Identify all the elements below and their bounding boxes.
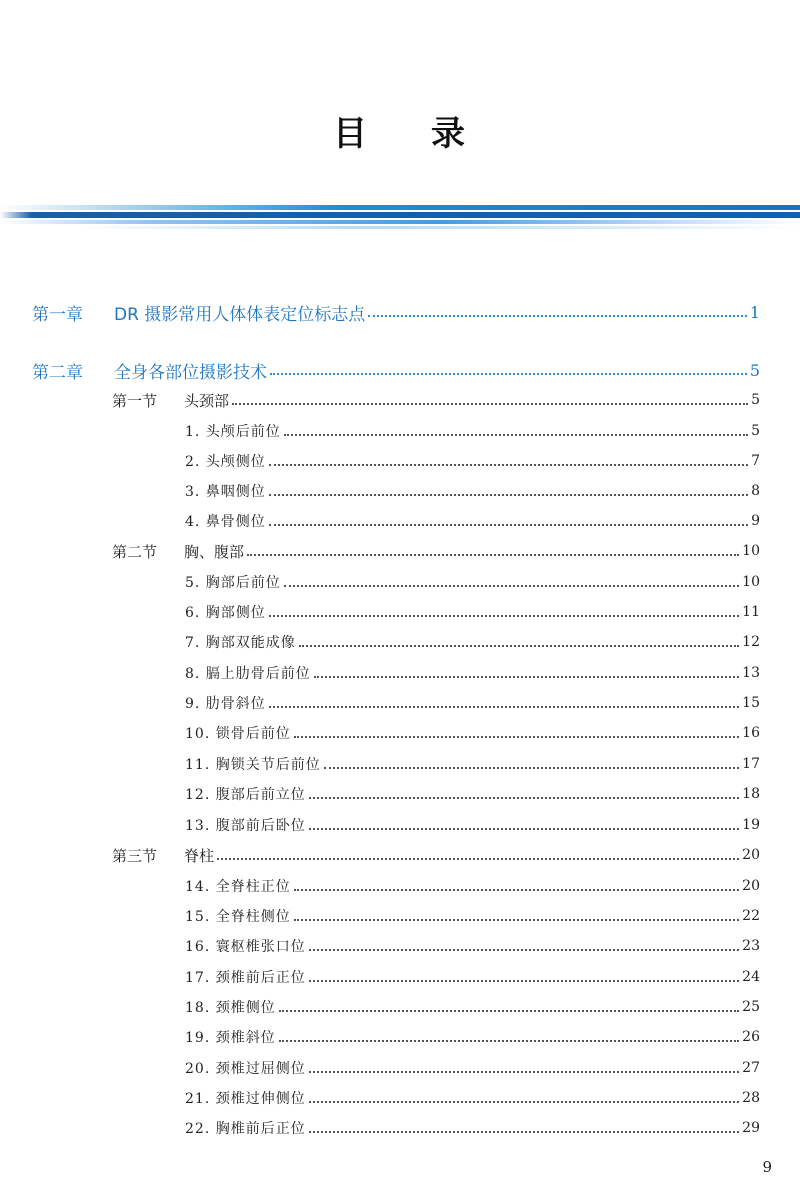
section-number: 第二节 (112, 542, 158, 561)
item-label: 17. 颈椎前后正位 (185, 970, 306, 986)
leader-dots (217, 858, 739, 860)
item-label: 11. 胸锁关节后前位 (185, 757, 321, 773)
leader-dots (247, 554, 739, 556)
toc-item[interactable] (185, 479, 760, 503)
item-label: 9. 肋骨斜位 (185, 696, 266, 712)
item-label: 15. 全脊柱侧位 (185, 909, 291, 925)
item-page: 7 (751, 453, 760, 469)
item-label: 4. 鼻骨侧位 (185, 514, 266, 530)
leader-dots (232, 403, 748, 405)
toc-section-2[interactable] (112, 539, 760, 563)
toc-item[interactable] (185, 1025, 760, 1049)
section-number: 第一节 (112, 391, 158, 410)
chapter-title: 全身各部位摄影技术 (114, 362, 267, 383)
leader-dots (284, 434, 748, 436)
leader-dots (294, 889, 739, 891)
item-label: 2. 头颅侧位 (185, 454, 266, 470)
leader-dots (294, 919, 739, 921)
toc-item[interactable] (185, 721, 760, 745)
leader-dots (309, 980, 739, 982)
item-page: 5 (751, 423, 760, 439)
item-label: 19. 颈椎斜位 (185, 1030, 276, 1046)
item-page: 10 (742, 574, 760, 590)
section-page: 20 (742, 847, 760, 863)
item-label: 18. 颈椎侧位 (185, 1000, 276, 1016)
leader-dots (294, 736, 739, 738)
leader-dots (309, 949, 739, 951)
toc-item[interactable] (185, 1086, 760, 1110)
item-label: 21. 颈椎过伸侧位 (185, 1091, 306, 1107)
item-page: 25 (742, 999, 760, 1015)
chapter-number: 第一章 (32, 304, 83, 325)
section-number: 第三节 (112, 846, 158, 865)
leader-dots (279, 1010, 739, 1012)
item-label: 6. 胸部侧位 (185, 605, 266, 621)
title-char-left: 目 (333, 114, 369, 154)
item-page: 17 (742, 756, 760, 772)
item-page: 24 (742, 969, 760, 985)
item-page: 16 (742, 725, 760, 741)
leader-dots (269, 524, 748, 526)
section-title: 胸、腹部 (184, 542, 245, 561)
toc-item[interactable] (185, 570, 760, 594)
item-page: 9 (751, 513, 760, 529)
toc-item[interactable] (185, 630, 760, 654)
item-page: 18 (742, 786, 760, 802)
toc-item[interactable] (185, 752, 760, 776)
chapter-page: 1 (749, 302, 760, 322)
toc-item[interactable] (185, 1116, 760, 1140)
item-page: 11 (742, 604, 760, 620)
toc-chapter-1[interactable] (32, 300, 760, 324)
item-page: 23 (742, 938, 760, 954)
section-title: 脊柱 (184, 846, 215, 865)
chapter-title: DR 摄影常用人体体表定位标志点 (114, 304, 366, 325)
item-page: 28 (742, 1090, 760, 1106)
section-page: 5 (751, 392, 760, 408)
item-page: 22 (742, 908, 760, 924)
item-label: 5. 胸部后前位 (185, 575, 281, 591)
item-page: 20 (742, 878, 760, 894)
toc-item[interactable] (185, 661, 760, 685)
page-number: 9 (762, 1158, 772, 1176)
leader-dots (269, 706, 739, 708)
toc-item[interactable] (185, 691, 760, 715)
item-label: 10. 锁骨后前位 (185, 726, 291, 742)
toc-item[interactable] (185, 1056, 760, 1080)
leader-dots (309, 1101, 739, 1103)
leader-dots (309, 797, 739, 799)
item-page: 19 (742, 817, 760, 833)
item-label: 22. 胸椎前后正位 (185, 1121, 306, 1137)
toc-item[interactable] (185, 813, 760, 837)
item-page: 13 (742, 665, 760, 681)
toc-item[interactable] (185, 600, 760, 624)
item-label: 16. 寰枢椎张口位 (185, 939, 306, 955)
leader-dots (284, 585, 739, 587)
leader-dots (309, 1131, 739, 1133)
toc-item[interactable] (185, 995, 760, 1019)
toc-item[interactable] (185, 874, 760, 898)
item-label: 20. 颈椎过屈侧位 (185, 1061, 306, 1077)
item-page: 29 (742, 1120, 760, 1136)
leader-dots (309, 1071, 739, 1073)
item-label: 7. 胸部双能成像 (185, 635, 296, 651)
leader-dots (324, 767, 739, 769)
item-page: 12 (742, 634, 760, 650)
toc-section-3[interactable] (112, 843, 760, 867)
title-char-right: 录 (431, 114, 467, 154)
leader-dots (368, 315, 747, 317)
item-page: 26 (742, 1029, 760, 1045)
leader-dots (279, 1040, 739, 1042)
leader-dots (269, 494, 748, 496)
item-label: 8. 膈上肋骨后前位 (185, 666, 311, 682)
item-label: 13. 腹部前后卧位 (185, 818, 306, 834)
leader-dots (314, 676, 739, 678)
toc-section-1[interactable] (112, 388, 760, 412)
leader-dots (269, 464, 748, 466)
toc-item[interactable] (185, 934, 760, 958)
toc-item[interactable] (185, 965, 760, 989)
toc-item[interactable] (185, 904, 760, 928)
leader-dots (269, 615, 739, 617)
item-page: 27 (742, 1060, 760, 1076)
chapter-number: 第二章 (32, 362, 83, 383)
item-label: 1. 头颅后前位 (185, 424, 281, 440)
toc-item[interactable] (185, 782, 760, 806)
leader-dots (309, 828, 739, 830)
item-label: 3. 鼻咽侧位 (185, 484, 266, 500)
toc-chapter-2[interactable] (32, 358, 760, 382)
item-page: 8 (751, 483, 760, 499)
toc-item[interactable] (185, 449, 760, 473)
chapter-page: 5 (749, 360, 760, 380)
leader-dots (270, 373, 747, 375)
section-title: 头颈部 (184, 391, 230, 410)
item-page: 15 (742, 695, 760, 711)
leader-dots (299, 645, 739, 647)
toc-item[interactable] (185, 419, 760, 443)
toc-item[interactable] (185, 509, 760, 533)
item-label: 12. 腹部后前立位 (185, 787, 306, 803)
section-page: 10 (742, 543, 760, 559)
item-label: 14. 全脊柱正位 (185, 879, 291, 895)
